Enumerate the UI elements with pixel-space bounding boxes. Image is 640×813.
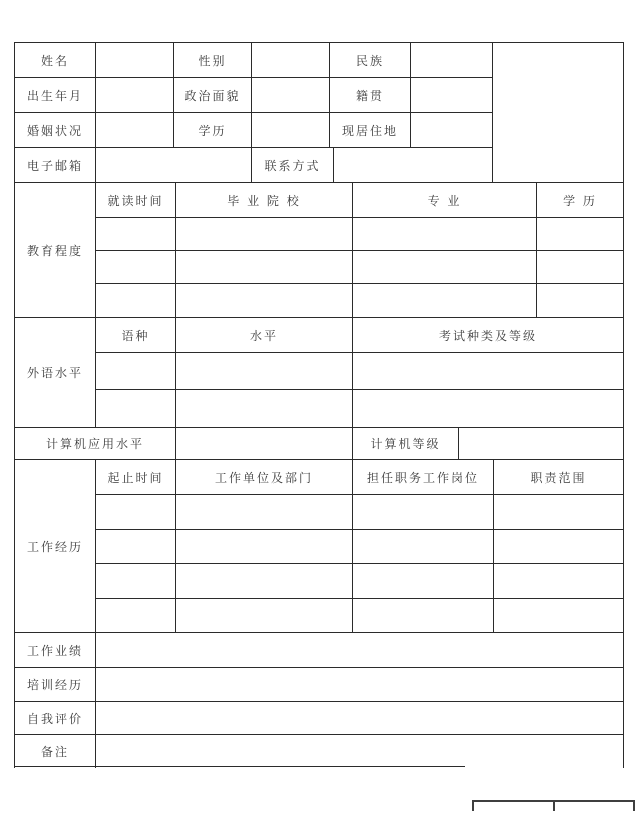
basic-row-4 [15, 148, 493, 183]
contact-label: 联系方式 [252, 148, 334, 183]
work-position-cell [353, 564, 494, 599]
basic-row-1 [15, 43, 493, 78]
computer-grade-value-cell [459, 428, 624, 460]
basic-row-2 [15, 78, 493, 113]
education-header-row [96, 183, 624, 218]
birth-date-value-cell [96, 78, 174, 113]
education-period-cell [96, 251, 176, 284]
foreign-language-header-exam: 考试种类及等级 [353, 318, 624, 353]
work-header-row [96, 460, 624, 495]
name-value-cell [96, 43, 174, 78]
education-row [96, 251, 624, 284]
work-row [96, 530, 624, 564]
self-evaluation-row [15, 702, 624, 735]
self-evaluation-value-cell [96, 702, 624, 735]
resume-table [14, 42, 624, 768]
work-company-cell [176, 564, 353, 599]
work-period-cell [96, 564, 176, 599]
work-company-cell [176, 599, 353, 633]
education-degree-cell [537, 251, 624, 284]
education-period-cell [96, 218, 176, 251]
work-row [96, 599, 624, 633]
residence-value-cell [411, 113, 493, 148]
foreign-language-language-cell [96, 390, 176, 428]
work-row [96, 564, 624, 599]
training-row [15, 668, 624, 702]
work-header-position: 担任职务工作岗位 [353, 460, 494, 495]
email-label: 电子邮箱 [15, 148, 96, 183]
work-company-cell [176, 495, 353, 530]
education-level-value-cell [252, 113, 330, 148]
education-major-cell [353, 284, 537, 318]
work-period-cell [96, 599, 176, 633]
education-school-cell [176, 251, 353, 284]
political-status-label: 政治面貌 [174, 78, 252, 113]
training-value-cell [96, 668, 624, 702]
native-place-value-cell [411, 78, 493, 113]
native-place-label: 籍贯 [330, 78, 411, 113]
foreign-language-exam-cell [353, 390, 624, 428]
foreign-language-language-cell [96, 353, 176, 390]
basic-row-3 [15, 113, 493, 148]
computer-app-level-value-cell [176, 428, 353, 460]
work-period-cell [96, 495, 176, 530]
contact-value-cell [334, 148, 493, 183]
basic-info-left [15, 43, 493, 183]
education-section [15, 183, 624, 318]
foreign-language-header-row [96, 318, 624, 353]
ethnicity-value-cell [411, 43, 493, 78]
ethnicity-label: 民族 [330, 43, 411, 78]
email-value-cell [96, 148, 252, 183]
marital-status-label: 婚姻状况 [15, 113, 96, 148]
work-responsibility-cell [494, 599, 624, 633]
gender-label: 性别 [174, 43, 252, 78]
computer-grade-label: 计算机等级 [353, 428, 459, 460]
work-header-responsibility: 职责范围 [494, 460, 624, 495]
work-position-cell [353, 530, 494, 564]
foreign-language-exam-cell [353, 353, 624, 390]
work-responsibility-cell [494, 495, 624, 530]
remarks-row [15, 735, 624, 768]
birth-date-label: 出生年月 [15, 78, 96, 113]
education-period-cell [96, 284, 176, 318]
work-company-cell [176, 530, 353, 564]
education-major-cell [353, 251, 537, 284]
foreign-language-header-level: 水平 [176, 318, 353, 353]
education-major-cell [353, 218, 537, 251]
foreign-language-level-cell [176, 390, 353, 428]
remarks-label: 备注 [15, 735, 96, 768]
work-experience-grid [96, 460, 624, 633]
education-section-label: 教育程度 [15, 183, 96, 318]
work-experience-section [15, 460, 624, 633]
work-header-period: 起止时间 [96, 460, 176, 495]
self-evaluation-label: 自我评价 [15, 702, 96, 735]
work-responsibility-cell [494, 530, 624, 564]
foreign-language-row [96, 353, 624, 390]
fragment-middle-tick [553, 800, 555, 811]
fragment-right-tick [633, 800, 635, 811]
foreign-language-row [96, 390, 624, 428]
achievements-row [15, 633, 624, 668]
education-header-degree: 学 历 [537, 183, 624, 218]
remarks-value-cell [96, 735, 624, 768]
work-experience-section-label: 工作经历 [15, 460, 96, 633]
foreign-language-grid [96, 318, 624, 428]
work-position-cell [353, 599, 494, 633]
education-degree-cell [537, 284, 624, 318]
foreign-language-level-cell [176, 353, 353, 390]
computer-app-level-label: 计算机应用水平 [15, 428, 176, 460]
education-row [96, 218, 624, 251]
education-header-major: 专 业 [353, 183, 537, 218]
gender-value-cell [252, 43, 330, 78]
fragment-left-tick [472, 800, 474, 811]
education-school-cell [176, 284, 353, 318]
residence-label: 现居住地 [330, 113, 411, 148]
education-header-period: 就读时间 [96, 183, 176, 218]
basic-info-section [15, 43, 624, 183]
achievements-label: 工作业绩 [15, 633, 96, 668]
computer-row [15, 428, 624, 460]
name-label: 姓名 [15, 43, 96, 78]
work-row [96, 495, 624, 530]
foreign-language-section-label: 外语水平 [15, 318, 96, 428]
photo-cell [493, 43, 624, 183]
table-bottom-border [14, 766, 465, 767]
education-row [96, 284, 624, 318]
achievements-value-cell [96, 633, 624, 668]
work-period-cell [96, 530, 176, 564]
political-status-value-cell [252, 78, 330, 113]
education-header-school: 毕 业 院 校 [176, 183, 353, 218]
education-school-cell [176, 218, 353, 251]
education-degree-cell [537, 218, 624, 251]
education-level-label: 学历 [174, 113, 252, 148]
work-responsibility-cell [494, 564, 624, 599]
training-label: 培训经历 [15, 668, 96, 702]
foreign-language-header-language: 语种 [96, 318, 176, 353]
work-header-company: 工作单位及部门 [176, 460, 353, 495]
foreign-language-section [15, 318, 624, 428]
work-position-cell [353, 495, 494, 530]
marital-status-value-cell [96, 113, 174, 148]
education-grid [96, 183, 624, 318]
